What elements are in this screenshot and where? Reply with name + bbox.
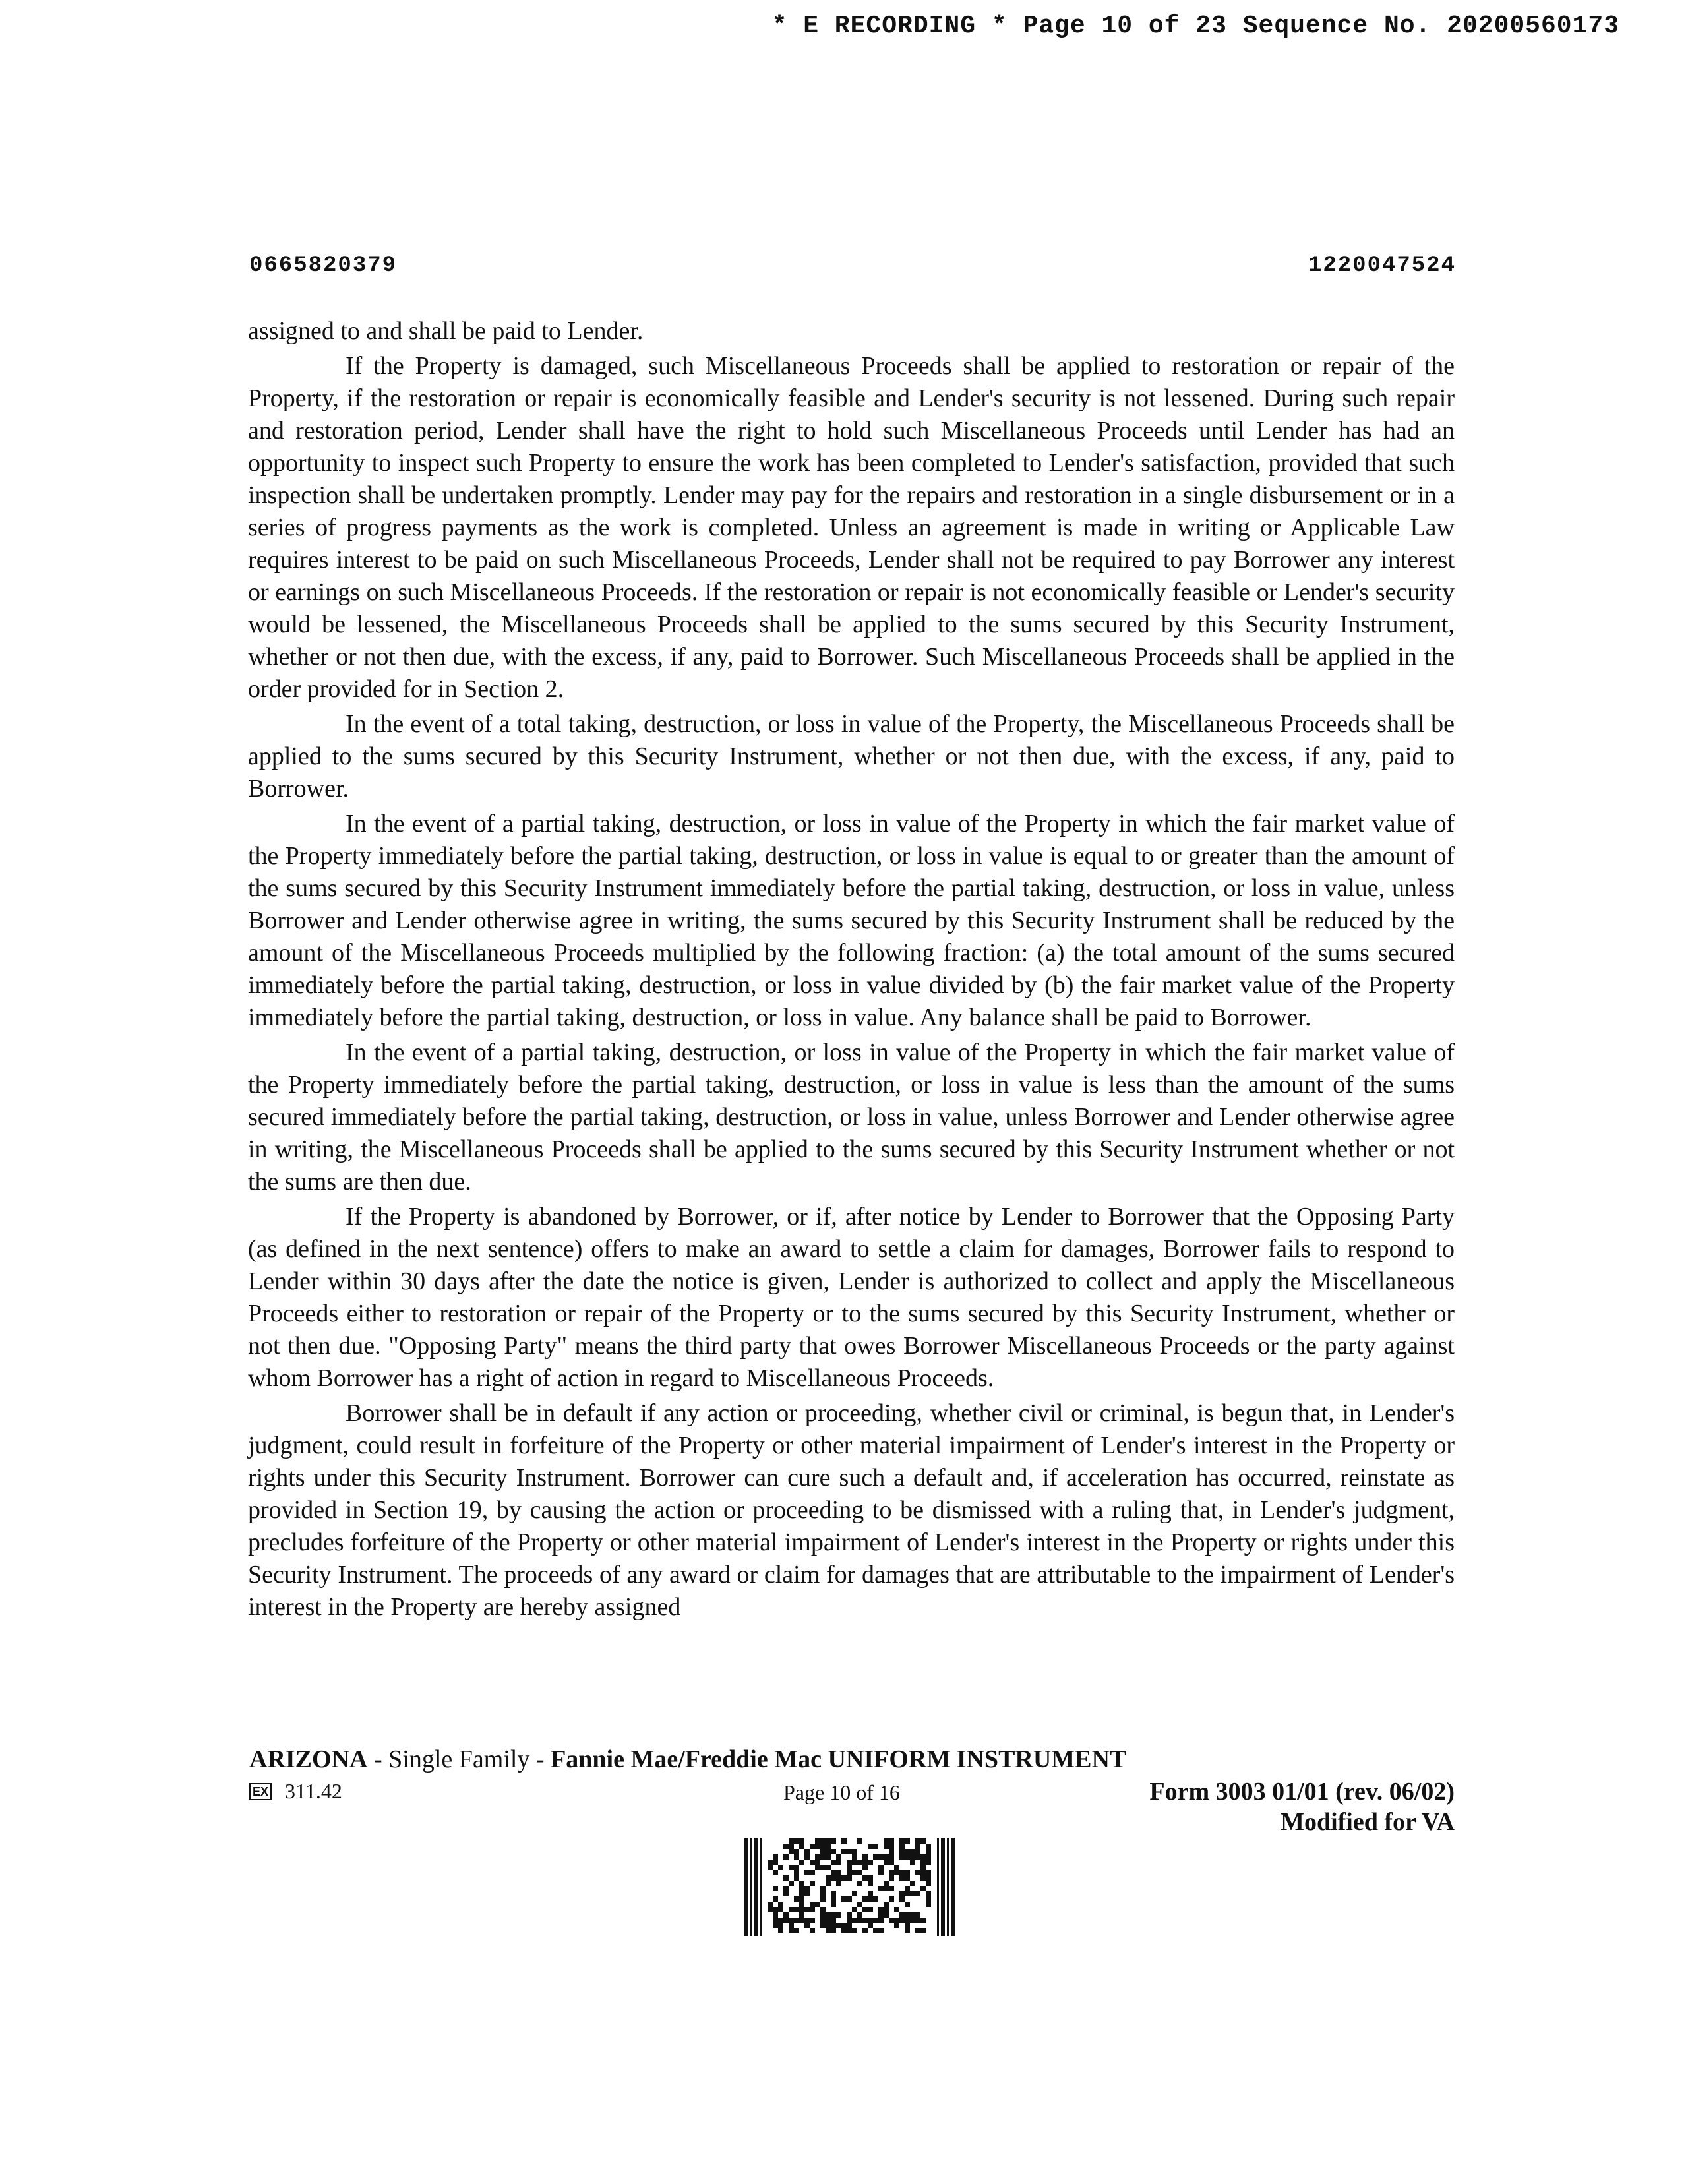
barcode-cell: [773, 1918, 778, 1923]
barcode-cell: [810, 1907, 815, 1912]
barcode-cell: [831, 1870, 836, 1875]
barcode-cell: [768, 1907, 773, 1912]
barcode-cell: [810, 1902, 815, 1907]
barcode-cell: [910, 1849, 915, 1854]
barcode-cell: [884, 1860, 889, 1865]
barcode-cell: [831, 1918, 836, 1923]
barcode-cell: [847, 1923, 852, 1928]
barcode-cell: [836, 1923, 841, 1928]
barcode-cell: [915, 1854, 920, 1860]
barcode-cell: [826, 1918, 831, 1923]
barcode-cell: [884, 1902, 889, 1907]
barcode-cell: [884, 1886, 889, 1891]
barcode-cell: [810, 1918, 815, 1923]
barcode-cell: [905, 1854, 910, 1860]
barcode-cell: [920, 1918, 926, 1923]
barcode-cell: [804, 1907, 810, 1912]
barcode-cell: [804, 1870, 810, 1875]
barcode-cell: [878, 1912, 884, 1918]
barcode-cell: [868, 1875, 873, 1881]
paragraph-property-damaged: If the Property is damaged, such Miscellaneous Proceeds shall be applied to restoration or repair of the Property, if the restoration or repair is economically feasible and Lender's security is not lessened. During such repair and restoration period, Lender shall have the right to hold such Miscellaneous Proceeds until Lender has had an opportunity to inspect such Property to ensure the work has been completed to Lender's satisfaction, provided that such inspection shall be undertaken promptly. Lender may pay for the repairs and restoration in a single disbursement or in a series of progress payments as the work is completed. Unless an agreement is made in writing or Applicable Law requires interest to be paid on such Miscellaneous Proceeds, Lender shall not be required to pay Borrower any interest or earnings on such Miscellaneous Proceeds. If the restoration or repair is not economically feasible or Lender's security would be lessened, the Miscellaneous Proceeds shall be applied to the sums secured by this Security Instrument, whether or not then due, with the excess, if any, paid to Borrower. Such Miscellaneous Proceeds shall be applied in the order provided for in Section 2.: [248, 352, 1455, 703]
barcode-cell: [820, 1865, 826, 1870]
barcode-cell: [915, 1870, 920, 1875]
barcode-cell: [884, 1844, 889, 1849]
footer-instrument-line: [249, 1745, 1126, 1774]
barcode-cell: [847, 1928, 852, 1933]
barcode-cell: [799, 1891, 804, 1896]
barcode-cell: [915, 1928, 920, 1933]
barcode-cell: [789, 1907, 794, 1912]
barcode-cell: [926, 1870, 931, 1875]
barcode-cell: [905, 1891, 910, 1896]
barcode-cell: [820, 1918, 826, 1923]
barcode-cell: [910, 1854, 915, 1860]
barcode-cell: [768, 1860, 773, 1865]
barcode-cell: [915, 1912, 920, 1918]
barcode-cell: [857, 1918, 862, 1923]
barcode-cell: [899, 1854, 905, 1860]
barcode-cell: [810, 1928, 815, 1933]
barcode-cell: [915, 1918, 920, 1923]
paragraph-total-taking: In the event of a total taking, destruction, or loss in value of the Property, the Miscellaneous Proceeds shall be applied to the sums secured by this Security Instrument, whether or not then due, with the excess, if any, paid to Borrower.: [248, 710, 1455, 803]
barcode-cell: [905, 1838, 910, 1844]
barcode-cell: [926, 1844, 931, 1849]
barcode-cell: [826, 1875, 831, 1881]
barcode-cell: [826, 1854, 831, 1860]
barcode-cell: [773, 1912, 778, 1918]
barcode-cell: [899, 1870, 905, 1875]
barcode-cell: [773, 1886, 778, 1891]
barcode-cell: [804, 1854, 810, 1860]
barcode-cell: [831, 1849, 836, 1854]
barcode-cell: [841, 1928, 847, 1933]
barcode-cell: [889, 1918, 894, 1923]
barcode-cell: [841, 1849, 847, 1854]
barcode-cell: [841, 1923, 847, 1928]
barcode-cell: [926, 1849, 931, 1854]
barcode-cell: [910, 1918, 915, 1923]
barcode-cell: [905, 1886, 910, 1891]
barcode-cell: [852, 1918, 857, 1923]
barcode-cell: [884, 1854, 889, 1860]
barcode-cell: [836, 1854, 841, 1860]
barcode-cell: [799, 1860, 804, 1865]
barcode-cell: [815, 1865, 820, 1870]
recording-header: * E RECORDING * Page 10 of 23 Sequence No. 20200560173: [771, 12, 1619, 40]
barcode-cell: [889, 1860, 894, 1865]
barcode-cell: [899, 1891, 905, 1896]
barcode-cell: [815, 1860, 820, 1865]
barcode-cell: [783, 1854, 789, 1860]
barcode-cell: [847, 1875, 852, 1881]
barcode-cell: [862, 1907, 868, 1912]
barcode-cell: [905, 1923, 910, 1928]
barcode-cell: [826, 1881, 831, 1886]
barcode-cell: [889, 1875, 894, 1881]
footer-family: Single Family: [388, 1745, 530, 1773]
barcode-cell: [826, 1838, 831, 1844]
barcode-cell: [820, 1907, 826, 1912]
barcode-cell: [789, 1881, 794, 1886]
barcode-cell: [831, 1923, 836, 1928]
barcode-cell: [873, 1854, 878, 1860]
barcode-cell: [804, 1886, 810, 1891]
barcode-cell: [778, 1923, 783, 1928]
barcode-cell: [894, 1923, 899, 1928]
barcode-cell: [878, 1918, 884, 1923]
paragraph-continuation: assigned to and shall be paid to Lender.: [248, 317, 644, 345]
barcode-cell: [831, 1928, 836, 1933]
barcode-cell: [789, 1928, 794, 1933]
paragraph-abandoned: If the Property is abandoned by Borrower, or if, after notice by Lender to Borrower that the Opposing Party (as defined in the next sentence) offers to make an award to settle a claim for damages, Borrower fails to respond to Lender within 30 days after the date the notice is given, Lender is authorized to collect and apply the Miscellaneous Proceeds either to restoration or repair of the Property or to the sums secured by this Security Instrument, whether or not then due. "Opposing Party" means the third party that owes Borrower Miscellaneous Proceeds or the party against whom Borrower has a right of action in regard to Miscellaneous Proceeds.: [248, 1203, 1455, 1392]
barcode-cell: [810, 1844, 815, 1849]
barcode-cell: [804, 1891, 810, 1896]
barcode-cell: [905, 1918, 910, 1923]
barcode-cell: [789, 1918, 794, 1923]
barcode-cell: [920, 1865, 926, 1870]
barcode-cell: [815, 1902, 820, 1907]
barcode-cell: [799, 1886, 804, 1891]
barcode-cell: [852, 1870, 857, 1875]
barcode-cell: [815, 1844, 820, 1849]
modified-note: Modified for VA: [1281, 1808, 1455, 1836]
barcode-cell: [841, 1896, 847, 1902]
barcode-cell: [862, 1928, 868, 1933]
barcode-cell: [873, 1844, 878, 1849]
barcode-cell: [878, 1854, 884, 1860]
barcode-cell: [826, 1912, 831, 1918]
barcode-cell: [820, 1844, 826, 1849]
barcode-cell: [862, 1854, 868, 1860]
barcode-cell: [920, 1860, 926, 1865]
barcode-cell: [773, 1854, 778, 1860]
barcode-cell: [847, 1896, 852, 1902]
barcode-cell: [794, 1928, 799, 1933]
barcode-cell: [878, 1870, 884, 1875]
barcode-cell: [889, 1838, 894, 1844]
barcode-cell: [778, 1902, 783, 1907]
paragraph-partial-taking-less: In the event of a partial taking, destruction, or loss in value of the Property in which the fair market value of the Property immediately before the partial taking, destruction, or loss in value is less than the amount of the sums secured immediately before the partial taking, destruction, or loss in value, unless Borrower and Lender otherwise agree in writing, the Miscellaneous Proceeds shall be applied to the sums secured by this Security Instrument whether or not the sums are then due.: [248, 1039, 1455, 1196]
barcode-cell: [847, 1865, 852, 1870]
barcode-cell: [894, 1870, 899, 1875]
barcode-cell: [820, 1923, 826, 1928]
barcode-cell: [862, 1875, 868, 1881]
barcode-cell: [826, 1923, 831, 1928]
barcode-cell: [831, 1891, 836, 1896]
barcode-cell: [847, 1870, 852, 1875]
footer-instrument: Fannie Mae/Freddie Mac UNIFORM INSTRUMENT: [551, 1745, 1127, 1773]
barcode-cell: [794, 1838, 799, 1844]
barcode-cell: [894, 1918, 899, 1923]
footer-state: ARIZONA: [249, 1745, 368, 1773]
barcode-cell: [799, 1918, 804, 1923]
barcode-cell: [857, 1838, 862, 1844]
barcode-cell: [820, 1912, 826, 1918]
barcode-cell: [820, 1891, 826, 1896]
barcode-cell: [794, 1854, 799, 1860]
barcode-cell: [794, 1870, 799, 1875]
barcode-cell: [899, 1912, 905, 1918]
footer-separator: -: [529, 1745, 551, 1773]
barcode-cell: [831, 1875, 836, 1881]
barcode-cell: [889, 1849, 894, 1854]
barcode-cell: [926, 1881, 931, 1886]
barcode-cell: [826, 1928, 831, 1933]
barcode-cell: [836, 1881, 841, 1886]
barcode-cell: [820, 1886, 826, 1891]
barcode-cell: [868, 1918, 873, 1923]
barcode-cell: [852, 1854, 857, 1860]
barcode-cell: [926, 1891, 931, 1896]
barcode-cell: [905, 1849, 910, 1854]
barcode-cell: [857, 1912, 862, 1918]
barcode-cell: [810, 1881, 815, 1886]
barcode-cell: [899, 1875, 905, 1881]
barcode-cell: [778, 1907, 783, 1912]
barcode-cell: [847, 1860, 852, 1865]
barcode-cell: [905, 1870, 910, 1875]
barcode-cell: [905, 1928, 910, 1933]
barcode-cell: [857, 1870, 862, 1875]
barcode-cell: [915, 1838, 920, 1844]
barcode-cell: [831, 1912, 836, 1918]
barcode-cell: [910, 1891, 915, 1896]
document-body: [248, 315, 1455, 1626]
barcode-cell: [852, 1928, 857, 1933]
barcode-cell: [836, 1875, 841, 1881]
barcode-cell: [873, 1918, 878, 1923]
barcode-cell: [905, 1875, 910, 1881]
barcode-cell: [773, 1923, 778, 1928]
barcode-cell: [831, 1838, 836, 1844]
barcode-cell: [789, 1838, 794, 1844]
barcode-cell: [852, 1860, 857, 1865]
barcode-cell: [799, 1838, 804, 1844]
barcode-cell: [783, 1891, 789, 1896]
barcode-cell: [815, 1854, 820, 1860]
form-code: 311.42: [285, 1779, 342, 1803]
barcode-cell: [889, 1844, 894, 1849]
barcode-cell: [878, 1907, 884, 1912]
barcode-cell: [836, 1870, 841, 1875]
barcode-cell: [884, 1912, 889, 1918]
barcode-cell: [804, 1849, 810, 1854]
barcode-cell: [920, 1870, 926, 1875]
barcode-cell: [836, 1860, 841, 1865]
barcode-cell: [899, 1844, 905, 1849]
barcode-cell: [799, 1881, 804, 1886]
footer-form-code: [249, 1779, 342, 1804]
barcode-cell: [894, 1865, 899, 1870]
barcode-cell: [773, 1870, 778, 1875]
barcode-cell: [889, 1896, 894, 1902]
barcode-cell: [799, 1902, 804, 1907]
barcode-cell: [899, 1849, 905, 1854]
barcode-cell: [794, 1875, 799, 1881]
barcode-cell: [820, 1849, 826, 1854]
barcode-icon: [744, 1838, 955, 1936]
barcode-cell: [926, 1902, 931, 1907]
barcode-cell: [841, 1838, 847, 1844]
barcode-cell: [826, 1849, 831, 1854]
barcode-cell: [820, 1838, 826, 1844]
barcode-cell: [768, 1865, 773, 1870]
barcode-cell: [789, 1844, 794, 1849]
barcode-cell: [783, 1886, 789, 1891]
footer-page-number: Page 10 of 16: [783, 1780, 900, 1804]
barcode-cell: [810, 1860, 815, 1865]
barcode-cell: [862, 1865, 868, 1870]
barcode-cell: [926, 1860, 931, 1865]
barcode-cell: [820, 1896, 826, 1902]
barcode-cell: [873, 1896, 878, 1902]
barcode-cell: [878, 1886, 884, 1891]
barcode-cell: [815, 1838, 820, 1844]
barcode-cell: [857, 1902, 862, 1907]
barcode-cell: [868, 1891, 873, 1896]
barcode-cell: [783, 1875, 789, 1881]
barcode-cell: [783, 1844, 789, 1849]
barcode-cell: [778, 1918, 783, 1923]
barcode-cell: [799, 1896, 804, 1902]
barcode-cell: [820, 1854, 826, 1860]
barcode-cell: [878, 1928, 884, 1933]
barcode-cell: [878, 1865, 884, 1870]
barcode-cell: [926, 1896, 931, 1902]
barcode-cell: [884, 1838, 889, 1844]
barcode-cell: [926, 1875, 931, 1881]
barcode-cell: [868, 1923, 873, 1928]
barcode-cell: [899, 1838, 905, 1844]
barcode-cell: [836, 1912, 841, 1918]
barcode-cell: [862, 1896, 868, 1902]
barcode-cell: [789, 1865, 794, 1870]
barcode-cell: [794, 1896, 799, 1902]
barcode-cell: [910, 1912, 915, 1918]
barcode-cell: [889, 1886, 894, 1891]
barcode-cell: [915, 1891, 920, 1896]
barcode-cell: [852, 1907, 857, 1912]
barcode-cell: [905, 1902, 910, 1907]
paragraph-default: Borrower shall be in default if any action or proceeding, whether civil or criminal, is begun that, in Lender's judgment, could result in forfeiture of the Property or other material impairment of Lender's interest in the Property or rights under this Security Instrument. Borrower can cure such a default and, if acceleration has occurred, reinstate as provided in Section 19, by causing the action or proceeding to be dismissed with a ruling that, in Lender's judgment, precludes forfeiture of the Property or other material impairment of Lender's interest in the Property or rights under this Security Instrument. The proceeds of any award or claim for damages that are attributable to the impairment of Lender's interest in the Property are hereby assigned: [248, 1399, 1455, 1621]
footer-form-info: [1149, 1776, 1455, 1837]
barcode-cell: [799, 1907, 804, 1912]
barcode-cell: [783, 1912, 789, 1918]
barcode-cell: [920, 1875, 926, 1881]
barcode-cell: [852, 1891, 857, 1896]
barcode-cell: [910, 1881, 915, 1886]
barcode-cell: [794, 1907, 799, 1912]
barcode-cell: [794, 1849, 799, 1854]
barcode-cell: [873, 1928, 878, 1933]
barcode-cell: [905, 1912, 910, 1918]
barcode-cell: [920, 1854, 926, 1860]
barcode-cell: [926, 1854, 931, 1860]
barcode-cell: [910, 1860, 915, 1865]
barcode-cell: [899, 1918, 905, 1923]
barcode-cell: [862, 1918, 868, 1923]
barcode-cell: [789, 1923, 794, 1928]
barcode-cell: [857, 1860, 862, 1865]
barcode-cell: [773, 1860, 778, 1865]
barcode-cell: [868, 1881, 873, 1886]
barcode-cell: [884, 1881, 889, 1886]
barcode-cell: [810, 1870, 815, 1875]
barcode-cell: [831, 1896, 836, 1902]
barcode-cell: [868, 1896, 873, 1902]
barcode-cell: [804, 1918, 810, 1923]
barcode-cell: [831, 1860, 836, 1865]
barcode-cell: [768, 1902, 773, 1907]
barcode-cell: [826, 1865, 831, 1870]
barcode-cell: [857, 1881, 862, 1886]
barcode-cell: [889, 1854, 894, 1860]
barcode-cell: [868, 1860, 873, 1865]
ex-logo-icon: EX: [249, 1783, 272, 1800]
barcode-cell: [789, 1849, 794, 1854]
barcode-cell: [852, 1849, 857, 1854]
barcode-cell: [920, 1928, 926, 1933]
barcode-cell: [799, 1844, 804, 1849]
barcode-cell: [847, 1849, 852, 1854]
barcode-cell: [773, 1896, 778, 1902]
barcode-cell: [884, 1907, 889, 1912]
barcode-cell: [794, 1865, 799, 1870]
barcode-cell: [868, 1844, 873, 1849]
barcode-cell: [894, 1907, 899, 1912]
barcode-cell: [847, 1918, 852, 1923]
barcode-cell: [847, 1912, 852, 1918]
barcode-cell: [841, 1875, 847, 1881]
barcode-cell: [868, 1907, 873, 1912]
loan-number-right: 1220047524: [1308, 253, 1456, 278]
barcode-cell: [773, 1907, 778, 1912]
loan-number-left: 0665820379: [249, 253, 398, 278]
barcode-cell: [862, 1860, 868, 1865]
barcode-cell: [889, 1870, 894, 1875]
barcode-cell: [778, 1928, 783, 1933]
barcode-cell: [778, 1865, 783, 1870]
barcode-cell: [794, 1918, 799, 1923]
barcode-cell: [799, 1912, 804, 1918]
barcode-cell: [915, 1844, 920, 1849]
barcode-cell: [899, 1896, 905, 1902]
barcode-cell: [915, 1849, 920, 1854]
paragraph-partial-taking-greater: In the event of a partial taking, destruction, or loss in value of the Property in which the fair market value of the Property immediately before the partial taking, destruction, or loss in value is equal to or greater than the amount of the sums secured by this Security Instrument immediately before the partial taking, destruction, or loss in value, unless Borrower and Lender otherwise agree in writing, the sums secured by this Security Instrument shall be reduced by the amount of the Miscellaneous Proceeds multiplied by the following fraction: (a) the total amount of the sums secured immediately before the partial taking, destruction, or loss in value divided by (b) the fair market value of the Property immediately before the partial taking, destruction, or loss in value. Any balance shall be paid to Borrower.: [248, 810, 1455, 1031]
barcode-cell: [826, 1844, 831, 1849]
barcode-cell: [920, 1886, 926, 1891]
barcode-cell: [831, 1902, 836, 1907]
barcode-cell: [804, 1923, 810, 1928]
form-number: Form 3003 01/01 (rev. 06/02): [1149, 1778, 1455, 1805]
footer-separator: -: [367, 1745, 389, 1773]
barcode-cell: [783, 1918, 789, 1923]
barcode-cell: [920, 1838, 926, 1844]
